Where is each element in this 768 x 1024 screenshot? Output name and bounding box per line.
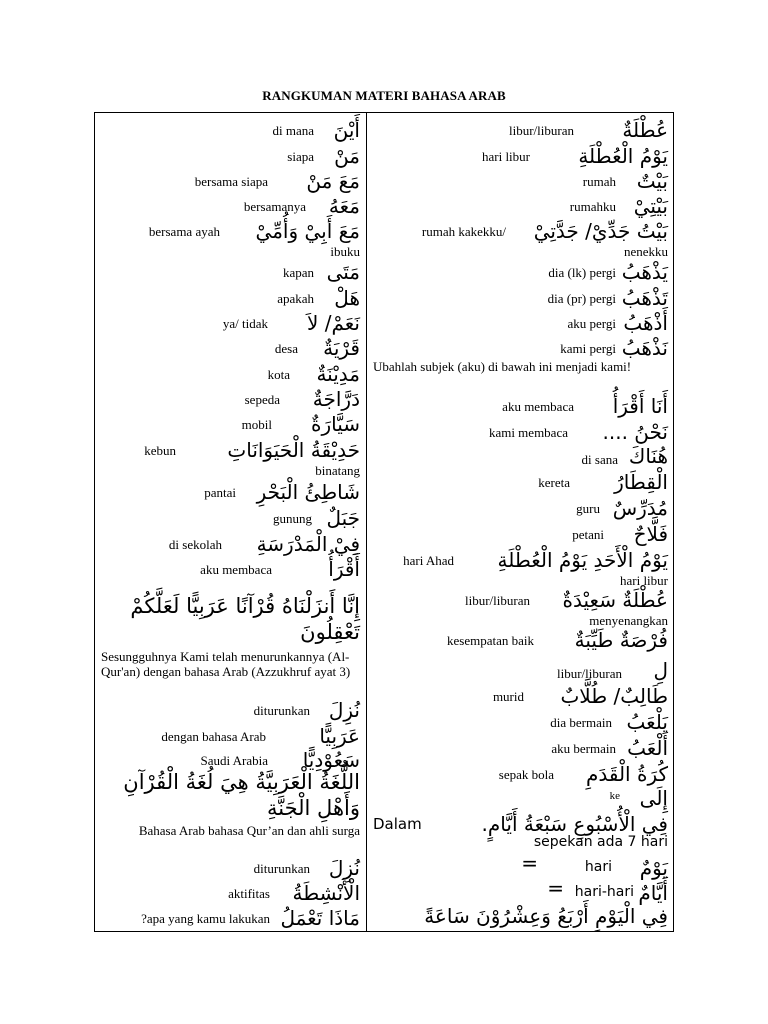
indonesian-meaning: ?apa yang kamu lakukan <box>141 911 270 926</box>
indonesian-meaning: siapa <box>287 149 314 164</box>
indonesian-meaning: rumahku <box>569 199 616 214</box>
arabic-quote: اللُّغَةُ الْعَرَبِيَّةُ هِيَ لُغَةُ الْقُرْآنِ وَأَهْلِ الْجَنَّةِ <box>123 770 360 820</box>
indonesian-meaning: pantai <box>204 485 236 500</box>
equals-sign: = <box>547 876 564 900</box>
indonesian-meaning: aku pergi <box>567 316 616 331</box>
indonesian-meaning-cont: menyenangkan <box>589 613 668 628</box>
indonesian-meaning: aku membaca <box>200 562 272 577</box>
arabic-term: نَعَمْ/ لاَ <box>306 311 360 335</box>
arabic-term: الْقِطَارُ <box>614 470 668 494</box>
indonesian-meaning: hari Ahad <box>403 553 454 568</box>
arabic-term: عَرَبِيًّا <box>319 724 360 748</box>
arabic-term: مَاذَا تَعْمَلُ <box>280 906 360 930</box>
indonesian-meaning: bersama ayah <box>148 224 220 239</box>
indonesian-meaning: rumah <box>582 174 616 189</box>
arabic-term: هَلْ <box>334 286 360 310</box>
arabic-term: مَنْ <box>334 144 360 168</box>
verse-translation: Sesungguhnya Kami telah menurunkannya (Al-Qur'an) dengan bahasa Arab (Azzukhruf ayat 3) <box>101 649 351 679</box>
arabic-term: سَيَّارَةٌ <box>310 412 360 436</box>
arabic-term: يَلْعَبُ <box>626 710 668 734</box>
arabic-sentence: فِي الْيَوْمِ أَرْبَعُ وَعِشْرُوْنَ سَاعَةً <box>424 904 668 928</box>
arabic-term: جَبَلٌ <box>326 506 360 530</box>
indonesian-meaning: gunung <box>273 511 312 526</box>
indonesian-meaning: desa <box>274 341 298 356</box>
arabic-term: دَرَّاجَةٌ <box>312 387 360 411</box>
indonesian-meaning: dia bermain <box>550 715 612 730</box>
indonesian-meaning: sepak bola <box>498 767 554 782</box>
arabic-term: عُطْلَةٌ <box>622 118 668 142</box>
sentence-translation: sepekan ada 7 hari <box>533 834 668 850</box>
indonesian-meaning: hari <box>584 859 612 875</box>
quran-verse: إِنَّا أَنزَلْنَاهُ قُرْآنًا عَرَبِيًّا لَعَلَّكُمْ تَعْقِلُونَ <box>130 594 360 644</box>
arabic-term: يَوْمُ الْأَحَدِ يَوْمُ الْعُطْلَةِ <box>497 548 668 572</box>
indonesian-meaning: diturunkan <box>253 861 310 876</box>
left-column <box>95 113 366 931</box>
arabic-term: نَذْهَبُ <box>621 336 668 360</box>
arabic-term: نُزِلَ <box>328 698 360 722</box>
indonesian-meaning: libur/liburan <box>557 666 622 681</box>
arabic-term: مَدِيْنَةٌ <box>316 362 360 386</box>
indonesian-meaning: libur/liburan <box>465 593 530 608</box>
indonesian-meaning-cont: hari libur <box>619 573 668 588</box>
exercise-instruction: Ubahlah subjek (aku) di bawah ini menjadi kami! <box>373 359 632 374</box>
arabic-term: أَقْرَأُ <box>328 557 360 581</box>
indonesian-meaning-cont: ibuku <box>330 244 360 259</box>
indonesian-meaning: aktifitas <box>228 886 270 901</box>
arabic-term: كُرَةُ الْقَدَمِ <box>585 762 668 786</box>
arabic-term: فِيْ الْمَدْرَسَةِ <box>256 532 360 556</box>
indonesian-meaning: ke <box>609 790 620 802</box>
arabic-term: مَعَ أَبِيْ وَأُمِّيْ <box>255 219 360 243</box>
arabic-term: نَحْنُ .... <box>602 420 668 444</box>
arabic-term: سَعُوْدِيًّا <box>302 748 360 772</box>
indonesian-meaning: apakah <box>277 291 314 306</box>
indonesian-meaning: mobil <box>241 417 272 432</box>
indonesian-meaning: rumah kakekku/ <box>421 224 506 239</box>
arabic-term: مُدَرِّسٌ <box>612 496 668 520</box>
arabic-term: يَوْمٌ <box>639 856 668 880</box>
indonesian-meaning: hari libur <box>481 149 530 164</box>
indonesian-meaning-cont: nenekku <box>623 244 668 259</box>
page-title: RANGKUMAN MATERI BAHASA ARAB <box>262 88 506 103</box>
arabic-term: عُطْلَةٌ سَعِيْدَةٌ <box>562 588 668 612</box>
indonesian-meaning: petani <box>572 527 604 542</box>
indonesian-meaning: libur/liburan <box>509 123 574 138</box>
indonesian-meaning: ya/ tidak <box>222 316 268 331</box>
indonesian-meaning-cont: binatang <box>315 463 360 478</box>
indonesian-meaning: guru <box>576 501 600 516</box>
arabic-term: قَرْيَةٌ <box>323 336 360 360</box>
indonesian-meaning: bersama siapa <box>194 174 268 189</box>
indonesian-meaning: kereta <box>538 475 570 490</box>
arabic-term: بَيْتُ جَدِّيْ/ جَدَّتِيْ <box>533 219 668 243</box>
indonesian-meaning: aku bermain <box>551 741 616 756</box>
arabic-term: الْأَنْشِطَةُ <box>292 881 360 905</box>
indonesian-meaning: kami pergi <box>560 341 616 356</box>
arabic-term: نُزِلَ <box>328 856 360 880</box>
arabic-term: طَالِبٌ/ طُلَّابٌ <box>560 684 668 708</box>
arabic-term: مَعَهُ <box>328 194 360 218</box>
indonesian-meaning: Saudi Arabia <box>200 753 268 768</box>
arabic-term: تَذْهَبُ <box>621 286 668 310</box>
arabic-term: لِ <box>653 658 668 682</box>
indonesian-meaning: dia (lk) pergi <box>548 265 616 280</box>
indonesian-meaning: kapan <box>282 265 314 280</box>
indonesian-meaning: kota <box>267 367 290 382</box>
arabic-term: هُنَاكَ <box>628 444 668 468</box>
indonesian-meaning: sepeda <box>244 392 280 407</box>
arabic-term: فُرْصَةٌ طَيِّبَةٌ <box>574 628 668 652</box>
arabic-term: أَيْنَ <box>333 118 360 142</box>
indonesian-meaning: kebun <box>144 443 176 458</box>
arabic-term: إِلَى <box>639 786 668 810</box>
arabic-term: شَاطِئُ الْبَحْرِ <box>256 480 360 504</box>
right-column <box>367 113 674 931</box>
arabic-term: مَعَ مَنْ <box>306 169 360 193</box>
indonesian-meaning: di sana <box>581 452 618 467</box>
arabic-term: يَذْهَبُ <box>621 260 668 284</box>
arabic-term: حَدِيْقَةُ الْحَيَوَانَاتِ <box>227 438 360 462</box>
arabic-term: أَلْعَبُ <box>627 736 668 760</box>
arabic-term: بَيْتٌ <box>636 169 668 193</box>
arabic-sentence: فِي الْأُسْبُوعِ سَبْعَةُ أَيَّامٍ. <box>481 812 668 836</box>
arabic-term: مَتَى <box>326 260 360 284</box>
indonesian-meaning: bersamanya <box>243 199 306 214</box>
indonesian-meaning: hari-hari <box>574 884 634 900</box>
arabic-term: فَلَّاحٌ <box>633 522 668 546</box>
indonesian-meaning: di sekolah <box>168 537 222 552</box>
indonesian-meaning: kami membaca <box>488 425 568 440</box>
indonesian-meaning: kesempatan baik <box>447 633 534 648</box>
indonesian-meaning: diturunkan <box>253 703 310 718</box>
arabic-term: بَيْتِيْ <box>633 194 668 218</box>
arabic-term: أَيَّامٌ <box>638 881 668 905</box>
indonesian-meaning: murid <box>492 689 524 704</box>
arabic-term: أَنَا أَقْرَأُ <box>612 394 668 418</box>
indonesian-meaning: dengan bahasa Arab <box>161 729 266 744</box>
indonesian-meaning: dia (pr) pergi <box>547 291 616 306</box>
quote-translation: Bahasa Arab bahasa Qur’an dan ahli surga <box>138 823 360 838</box>
vocabulary-table <box>94 112 674 932</box>
sentence-prefix: Dalam <box>373 815 422 833</box>
indonesian-meaning: di mana <box>272 123 314 138</box>
equals-sign: = <box>521 851 538 875</box>
arabic-term: يَوْمُ الْعُطْلَةِ <box>578 144 668 168</box>
arabic-term: أَذْهَبُ <box>623 311 668 335</box>
indonesian-meaning: aku membaca <box>502 399 574 414</box>
